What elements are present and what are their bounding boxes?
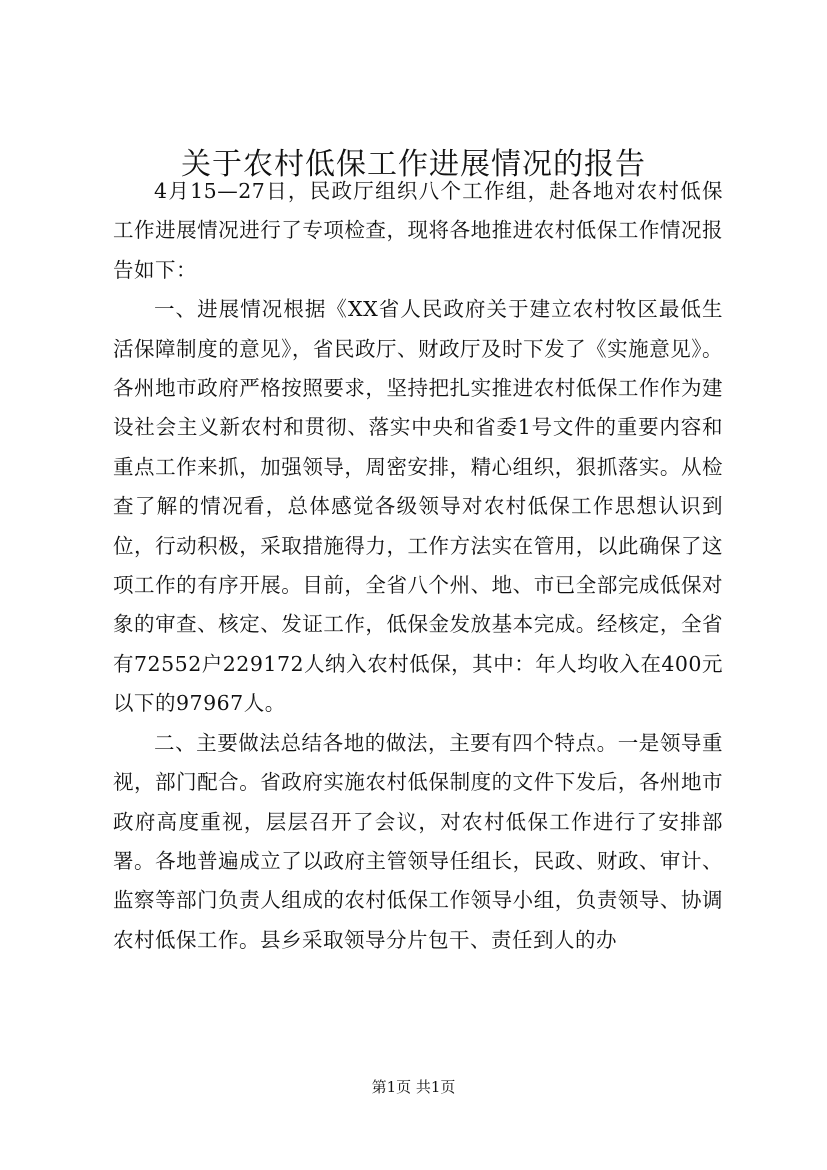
paragraph-progress: 一、进展情况根据《XX省人民政府关于建立农村牧区最低生活保障制度的意见》，省民政厅、财政厅及时下发了《实施意见》。各州地市政府严格按照要求，坚持把扎实推进农村低保工作作为建设社会主义新农村和贯彻、落实中央和省委1号文件的重要内容和重点工作来抓，加强领导，周密安排，精心组织，狠抓落实。从检查了解的情况看，总体感觉各级领导对农村低保工作思想认识到位，行动积极，采取措施得力，工作方法实在管用，以此确保了这项工作的有序开展。目前，全省八个州、地、市已全部完成低保对象的审查、核定、发证工作，低保金发放基本完成。经核定，全省有72552户229172人纳入农村低保，其中：年人均收入在400元以下的97967人。 [113,297,723,716]
page-footer: 第1页 共1页 [371,1078,456,1096]
paragraph-practices: 二、主要做法总结各地的做法，主要有四个特点。一是领导重视，部门配合。省政府实施农村低保制度的文件下发后，各州地市政府高度重视，层层召开了会议，对农村低保工作进行了安排部署。各地普遍成立了以政府主管领导任组长，民政、财政、审计、监察等部门负责人组成的农村低保工作领导小组，负责领导、协调农村低保工作。县乡采取领导分片包干、责任到人的办 [113,730,723,952]
document-title: 关于农村低保工作进展情况的报告 [181,147,646,182]
paragraph-intro: 4月15—27日，民政厅组织八个工作组，赴各地对农村低保工作进展情况进行了专项检查，现将各地推进农村低保工作情况报告如下： [113,179,723,282]
document-body [113,172,723,960]
